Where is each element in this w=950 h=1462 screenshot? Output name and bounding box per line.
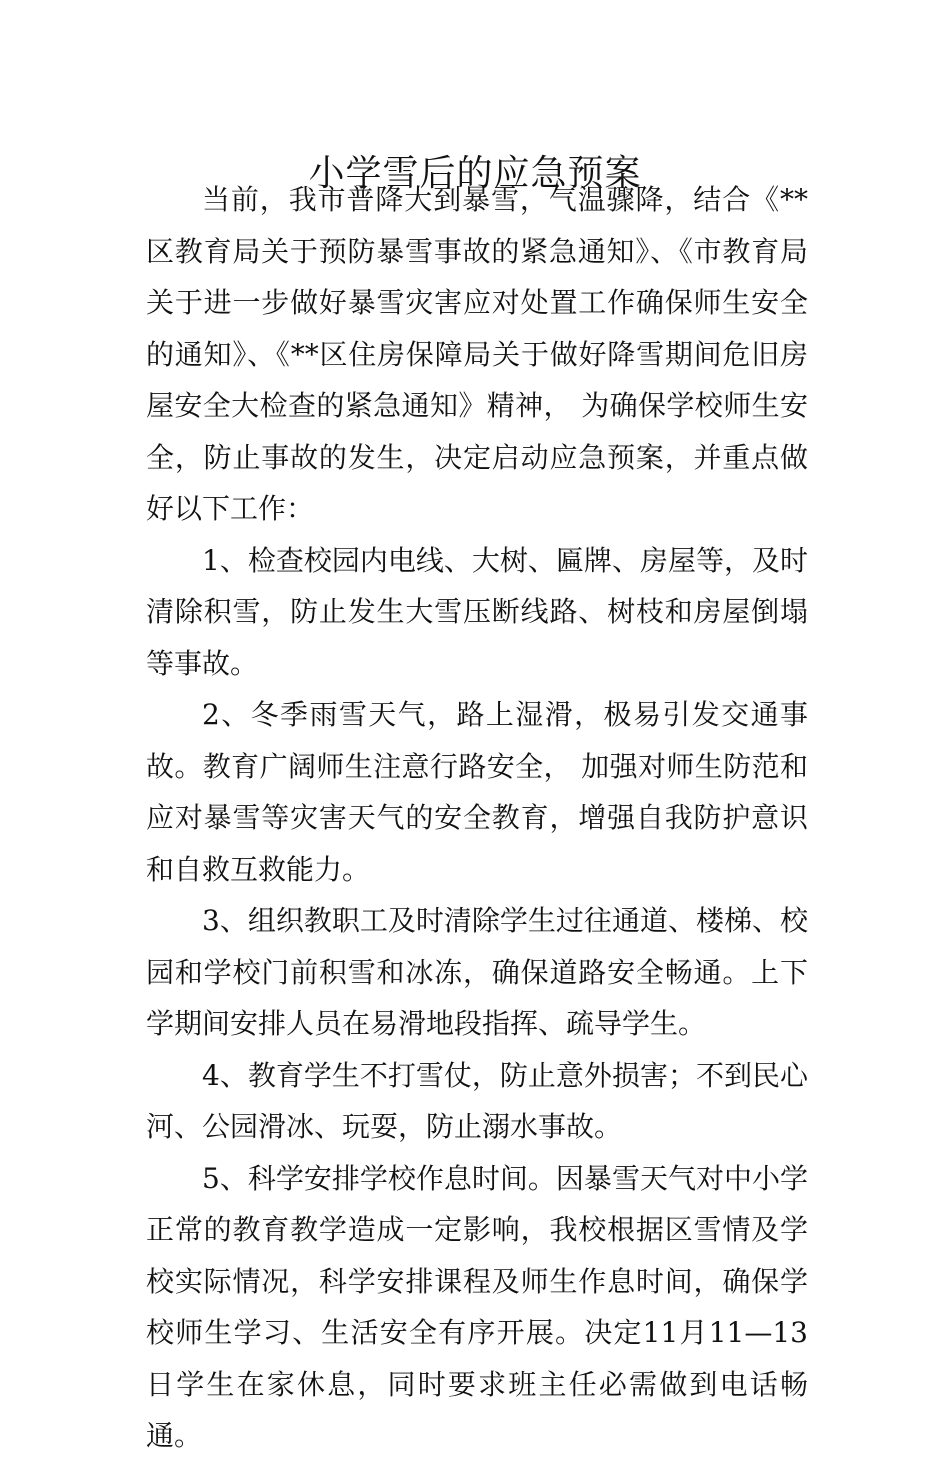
- paragraph-item-5: 5、科学安排学校作息时间。因暴雪天气对中小学正常的教育教学造成一定影响，我校根据区雪情及学校实际情况，科学安排课程及师生作息时间，确保学校师生学习、生活安全有序开展。决定11月11—13日学生在家休息，同时要求班主任必需做到电话畅通。: [146, 1161, 808, 1452]
- paragraph-item-3: 3、组织教职工及时清除学生过往通道、楼梯、校园和学校门前积雪和冰冻，确保道路安全畅通。上下学期间安排人员在易滑地段指挥、疏导学生。: [146, 904, 808, 1040]
- document-body: [146, 174, 808, 1462]
- document-title: 小学雪后的应急预案: [308, 153, 642, 195]
- paragraph-item-1: 1、检查校园内电线、大树、匾牌、房屋等，及时清除积雪，防止发生大雪压断线路、树枝和房屋倒塌等事故。: [146, 543, 808, 680]
- paragraph-item-4: 4、教育学生不打雪仗，防止意外损害；不到民心河、公园滑冰、玩耍，防止溺水事故。: [146, 1058, 808, 1143]
- paragraph-item-2: 2、冬季雨雪天气，路上湿滑，极易引发交通事故。教育广阔师生注意行路安全， 加强对师生防范和应对暴雪等灾害天气的安全教育，增强自我防护意识和自救互救能力。: [146, 698, 808, 886]
- paragraph-intro: 当前，我市普降大到暴雪，气温骤降，结合《**区教育局关于预防暴雪事故的紧急通知》、《市教育局关于进一步做好暴雪灾害应对处置工作确保师生安全的通知》、《**区住房保障局关于做好降雪期间危旧房屋安全大检查的紧急通知》精神， 为确保学校师生安全，防止事故的发生，决定启动应急预案，并重点做好以下工作：: [146, 183, 808, 525]
